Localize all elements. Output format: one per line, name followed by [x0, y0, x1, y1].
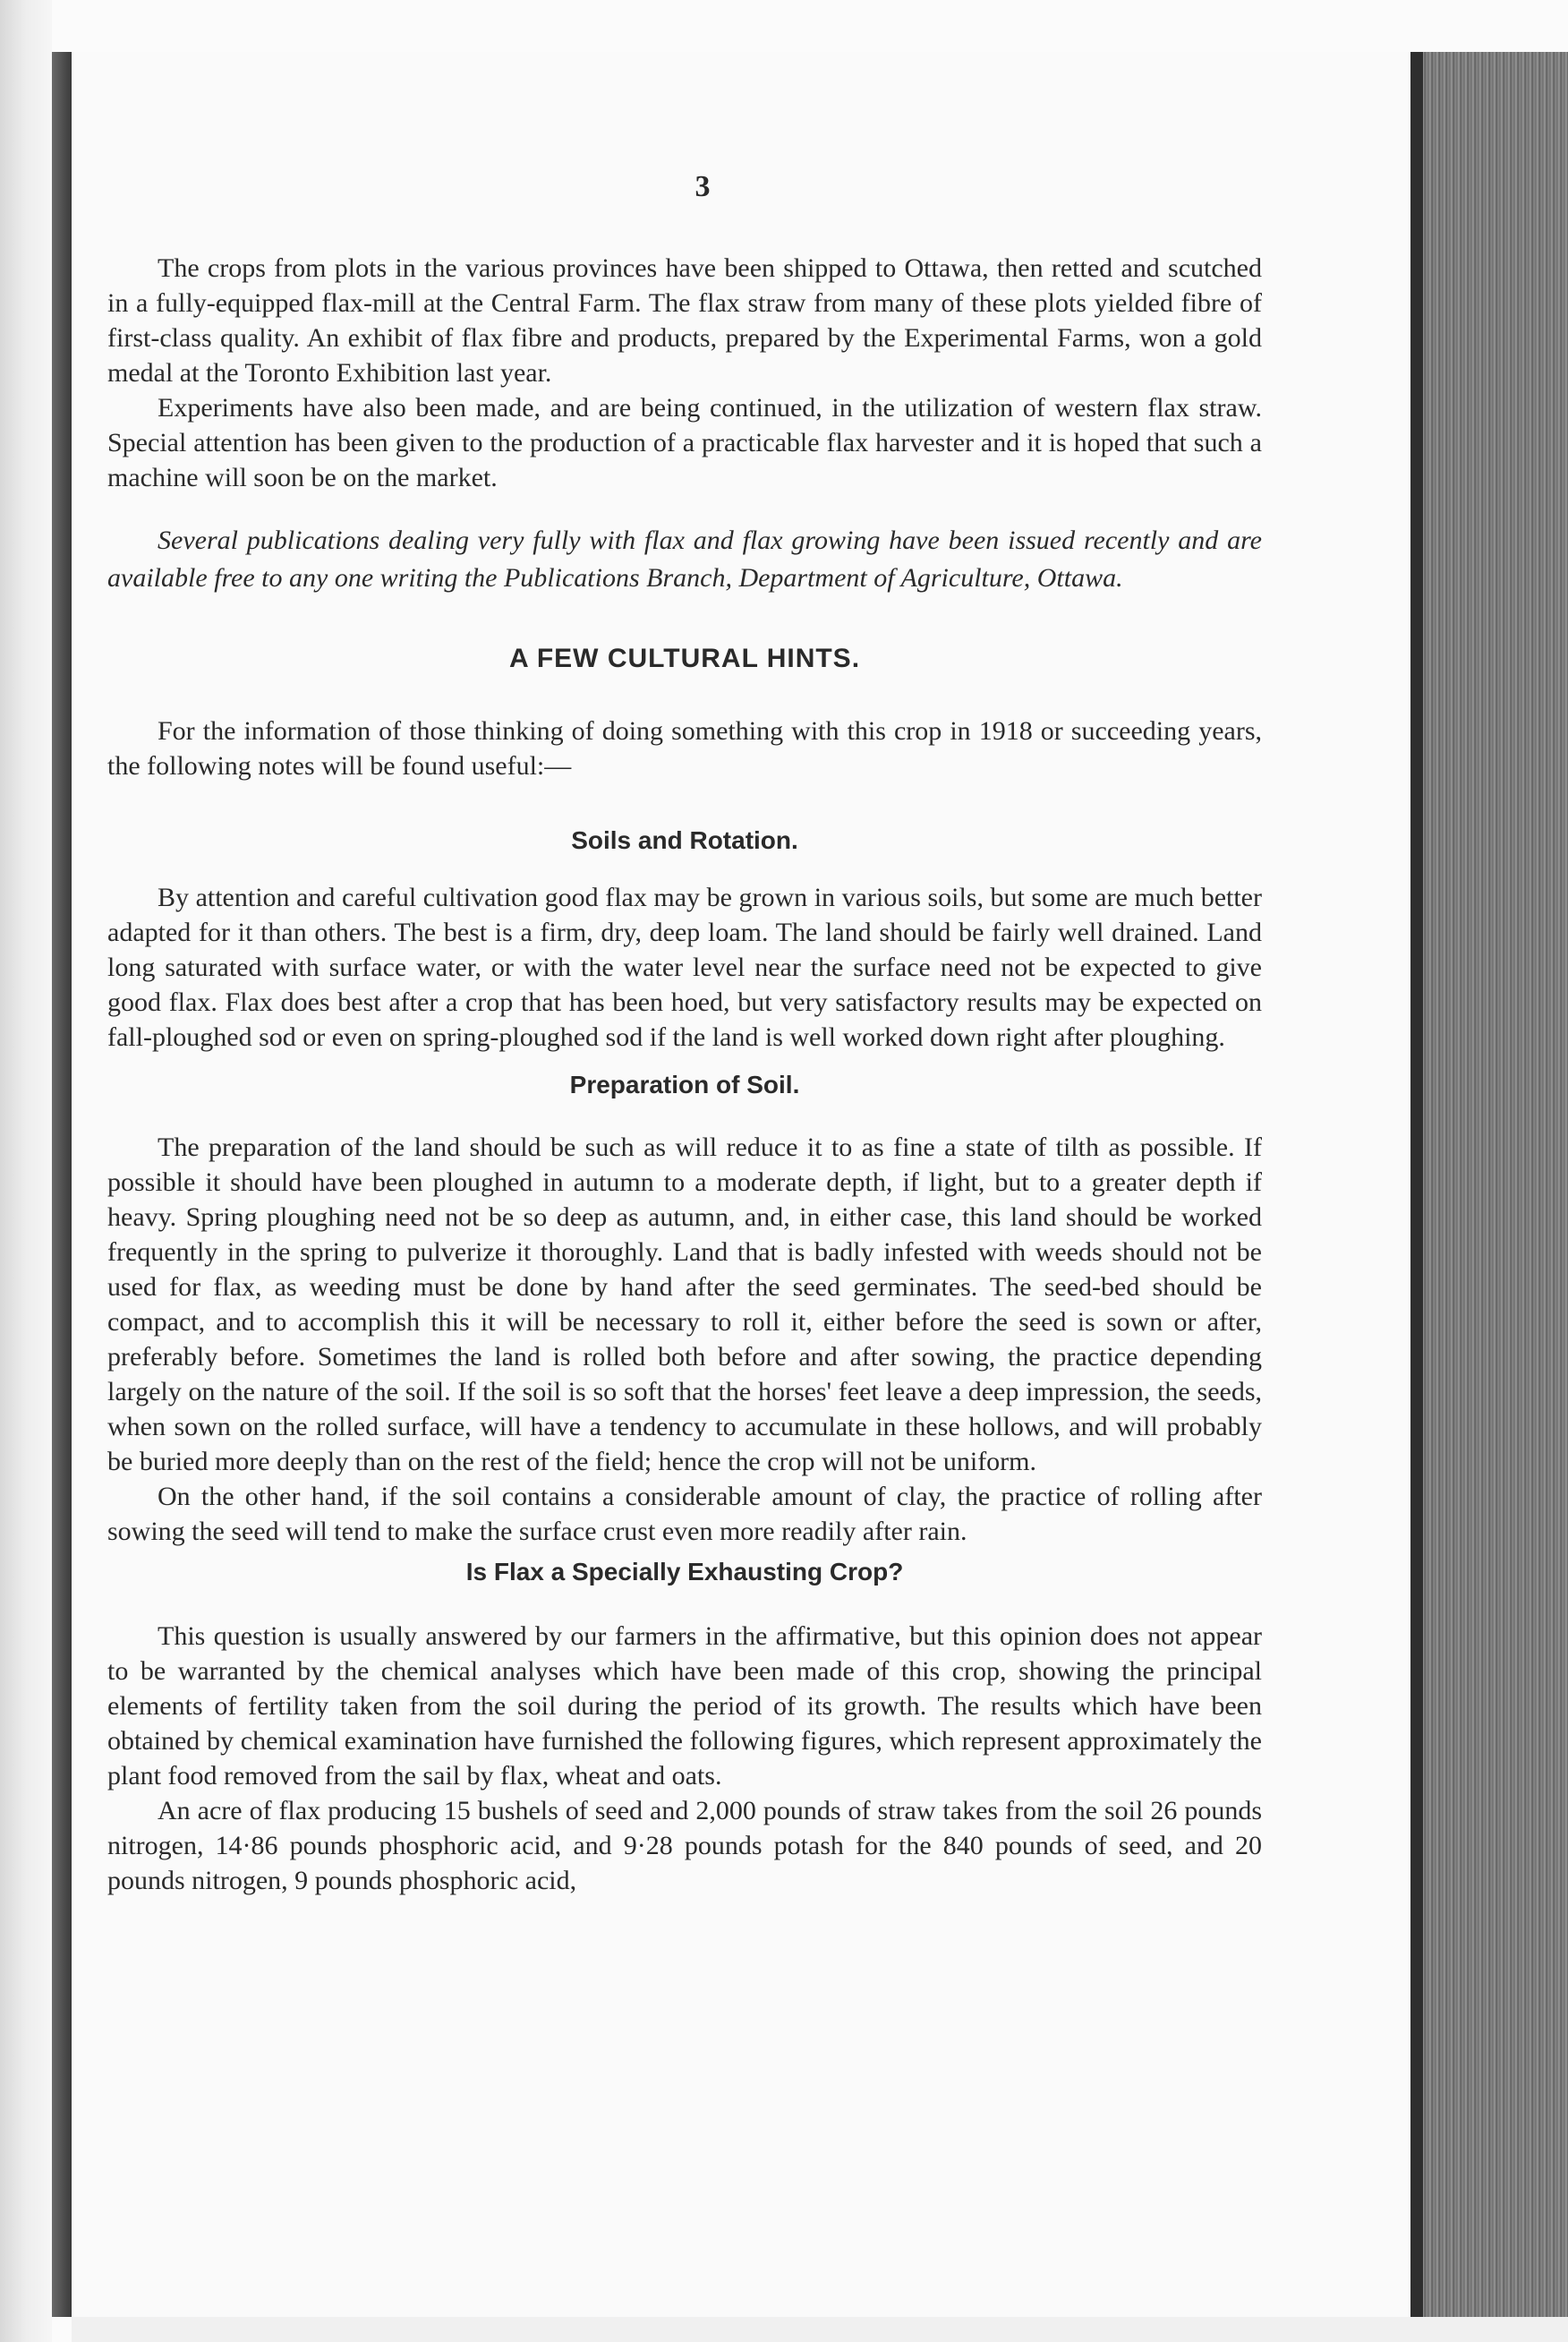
- left-page-edge: [0, 0, 52, 2342]
- exhausting-crop-paragraph: An acre of flax producing 15 bushels of seed and 2,000 pounds of straw takes from the soil 26 pounds nitrogen, 14·86 pounds phosphoric acid, and 9·28 pounds potash for the 840 pounds of seed, and 20 pounds nitrogen, 9 pounds phosphoric acid,: [107, 1796, 1262, 1895]
- exhausting-crop-paragraph: This question is usually answered by our farmers in the affirmative, but this opinion does not appear to be warranted by the chemical analyses which have been made of this crop, showing the principal elements of fertility taken from the soil during the period of its growth. The results which have been obtained by chemical examination have furnished the following figures, which represent approximately the plant food removed from the sail by flax, wheat and oats.: [107, 1621, 1262, 1791]
- preparation-soil-paragraph: On the other hand, if the soil contains a considerable amount of clay, the practice of rolling after sowing the seed will tend to make the surface crust even more readily after rain.: [107, 1482, 1262, 1546]
- publications-note: Several publications dealing very fully with flax and flax growing have been issued recently and are available free to any one writing the Publications Branch, Department of Agriculture, Ottawa.: [107, 526, 1262, 593]
- right-binding-shadow: [1410, 52, 1423, 2317]
- page-number: 3: [695, 170, 711, 203]
- subheading-preparation-soil: Preparation of Soil.: [569, 1071, 800, 1098]
- bottom-margin: [72, 2317, 1568, 2342]
- right-page-stack: [1410, 52, 1568, 2317]
- left-binding-shadow: [52, 52, 72, 2317]
- subheading-exhausting-crop: Is Flax a Specially Exhausting Crop?: [465, 1558, 904, 1586]
- page-content: [107, 170, 1262, 1898]
- intro-paragraph: The crops from plots in the various provinces have been shipped to Ottawa, then retted and scutched in a fully-equipped flax-mill at the Central Farm. The flax straw from many of these plots yielded fibre of first-class quality. An exhibit of flax fibre and products, prepared by the Experimental Farms, won a gold medal at the Toronto Exhibition last year.: [107, 253, 1262, 388]
- subheading-soils-rotation: Soils and Rotation.: [571, 826, 798, 854]
- intro-paragraph: Experiments have also been made, and are being continued, in the utilization of western flax straw. Special attention has been given to the production of a practicable flax harvester and it is hoped that such a machine will soon be on the market.: [107, 393, 1262, 492]
- soils-rotation-paragraph: By attention and careful cultivation good flax may be grown in various soils, but some are much better adapted for it than others. The best is a firm, dry, deep loam. The land should be fairly well drained. Land long saturated with surface water, or with the water level near the surface need not be expected to give good flax. Flax does best after a crop that has been hoed, but very satisfactory results may be expected on fall-ploughed sod or even on spring-ploughed sod if the land is well worked down right after ploughing.: [107, 883, 1262, 1052]
- cultural-hints-paragraph: For the information of those thinking of doing something with this crop in 1918 or succeeding years, the following notes will be found useful:—: [107, 716, 1262, 781]
- preparation-soil-paragraph: The preparation of the land should be such as will reduce it to as fine a state of tilth as possible. If possible it should have been ploughed in autumn to a moderate depth, if light, but to a greater depth if heavy. Spring ploughing need not be so deep as autumn, and, in either case, this land should be worked frequently in the spring to pulverize it thoroughly. Land that is badly infested with weeds should not be used for flax, as weeding must be done by hand after the seed germinates. The seed-bed should be compact, and to accomplish this it will be necessary to roll it, either before the seed is sown or after, preferably before. Sometimes the land is rolled both before and after sowing, the practice depending largely on the nature of the soil. If the soil is so soft that the horses' feet leave a deep impression, the seeds, when sown on the rolled surface, will have a tendency to accumulate in these hollows, and will probably be buried more deeply than on the rest of the field; hence the crop will not be uniform.: [107, 1133, 1262, 1476]
- section-heading-cultural-hints: A FEW CULTURAL HINTS.: [508, 644, 861, 673]
